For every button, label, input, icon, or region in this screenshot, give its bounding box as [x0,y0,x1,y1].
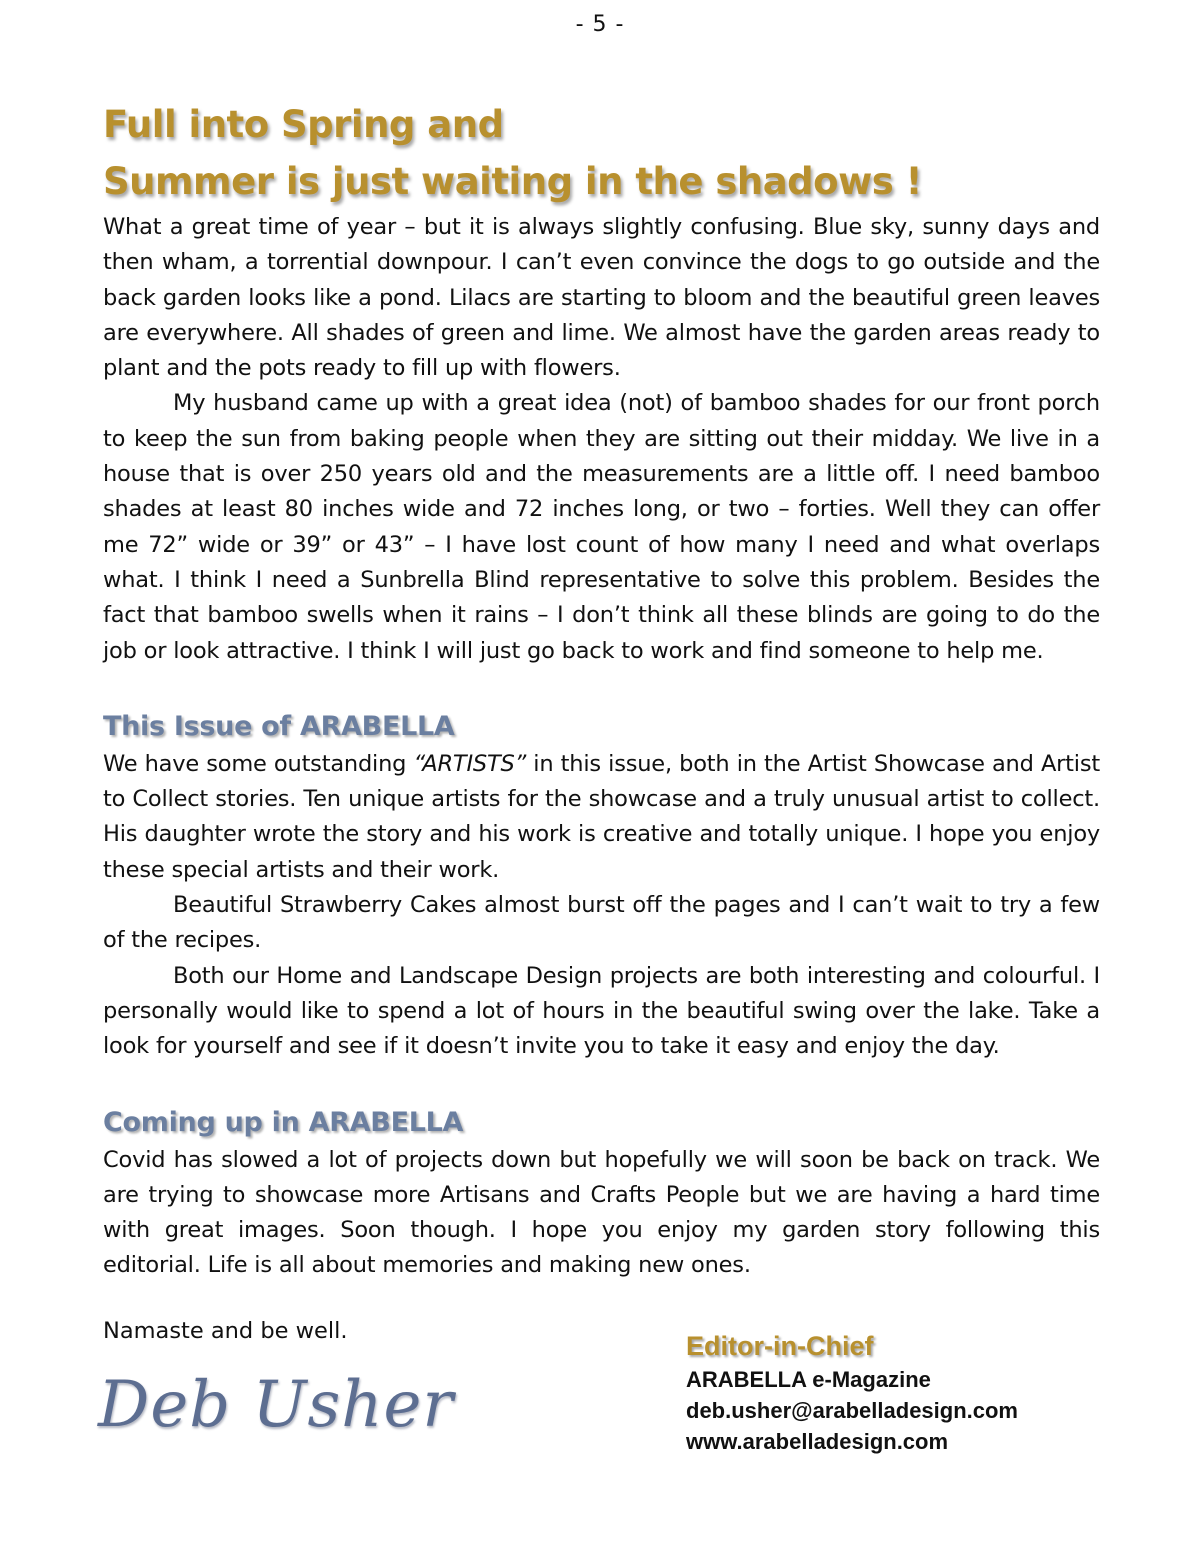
title-line-1: Full into Spring and [103,103,504,146]
editor-block [686,1328,1018,1457]
this-issue-paragraph: Both our Home and Landscape Design projects are both interesting and colourful. I personally would like to spend a lot of hours in the beautiful swing over the lake. Take a look for yourself and see if it doesn’t invite you to take it easy and enjoy the day. [103,962,1100,1060]
text-run: We have some outstanding [103,750,414,777]
editorial-content [103,96,1100,1284]
publication-name: ARABELLA e-Magazine [686,1367,931,1392]
editor-title: Editor-in-Chief [686,1331,874,1361]
this-issue-paragraph [103,747,1100,888]
editorial-title [103,96,1100,210]
editorial-paragraph: My husband came up with a great idea (not) of bamboo shades for our front porch to keep the sun from baking people when they are sitting out their midday. We live in a house that is over 250 years old and the measurements are a little off. I need bamboo shades at least 80 inches wide and 72 inches long, or two – forties. Well they can offer me 72” wide or 39” or 43” – I have lost count of how many I need and what overlaps what. I think I need a Sunbrella Blind representative to solve this problem. Besides the fact that bamboo swells when it rains – I don’t think all these blinds are going to do the job or look attractive. I think I will just go back to work and find someone to help me. [103,390,1100,664]
this-issue-heading: This Issue of ARABELLA [103,710,455,742]
website-url: www.arabelladesign.com [686,1429,949,1454]
this-issue-paragraph: Beautiful Strawberry Cakes almost burst off the pages and I can’t wait to try a few of the recipes. [103,892,1100,954]
page-number: - 5 - [575,12,625,37]
artists-emphasis: “ARTISTS” [413,750,527,777]
closing-line: Namaste and be well. [103,1318,348,1344]
coming-up-paragraph: Covid has slowed a lot of projects down but hopefully we will soon be back on track. We are trying to showcase more Artisans and Crafts People but we are having a hard time with great images. Soon though. I hope you enjoy my garden story following this editorial. Life is all about memories and making new ones. [103,1146,1100,1279]
coming-up-heading: Coming up in ARABELLA [103,1106,464,1138]
title-line-2: Summer is just waiting in the shadows ! [103,160,923,203]
editorial-paragraph: What a great time of year – but it is always slightly confusing. Blue sky, sunny days and then wham, a torrential downpour. I can’t even convince the dogs to go outside and the back garden looks like a pond. Lilacs are starting to bloom and the beautiful green leaves are everywhere. All shades of green and lime. We almost have the garden areas ready to plant and the pots ready to fill up with flowers. [103,214,1100,382]
editor-email: deb.usher@arabelladesign.com [686,1398,1018,1423]
text-run: in this issue, both in the Artist Showcase and Artist to Collect stories. Ten unique artists for the showcase and a truly unusual artist to collect. His daughter wrote the story and his work is creative and totally unique. I hope you enjoy these special artists and their work. [103,750,1100,883]
signature: Deb Usher [98,1368,454,1442]
